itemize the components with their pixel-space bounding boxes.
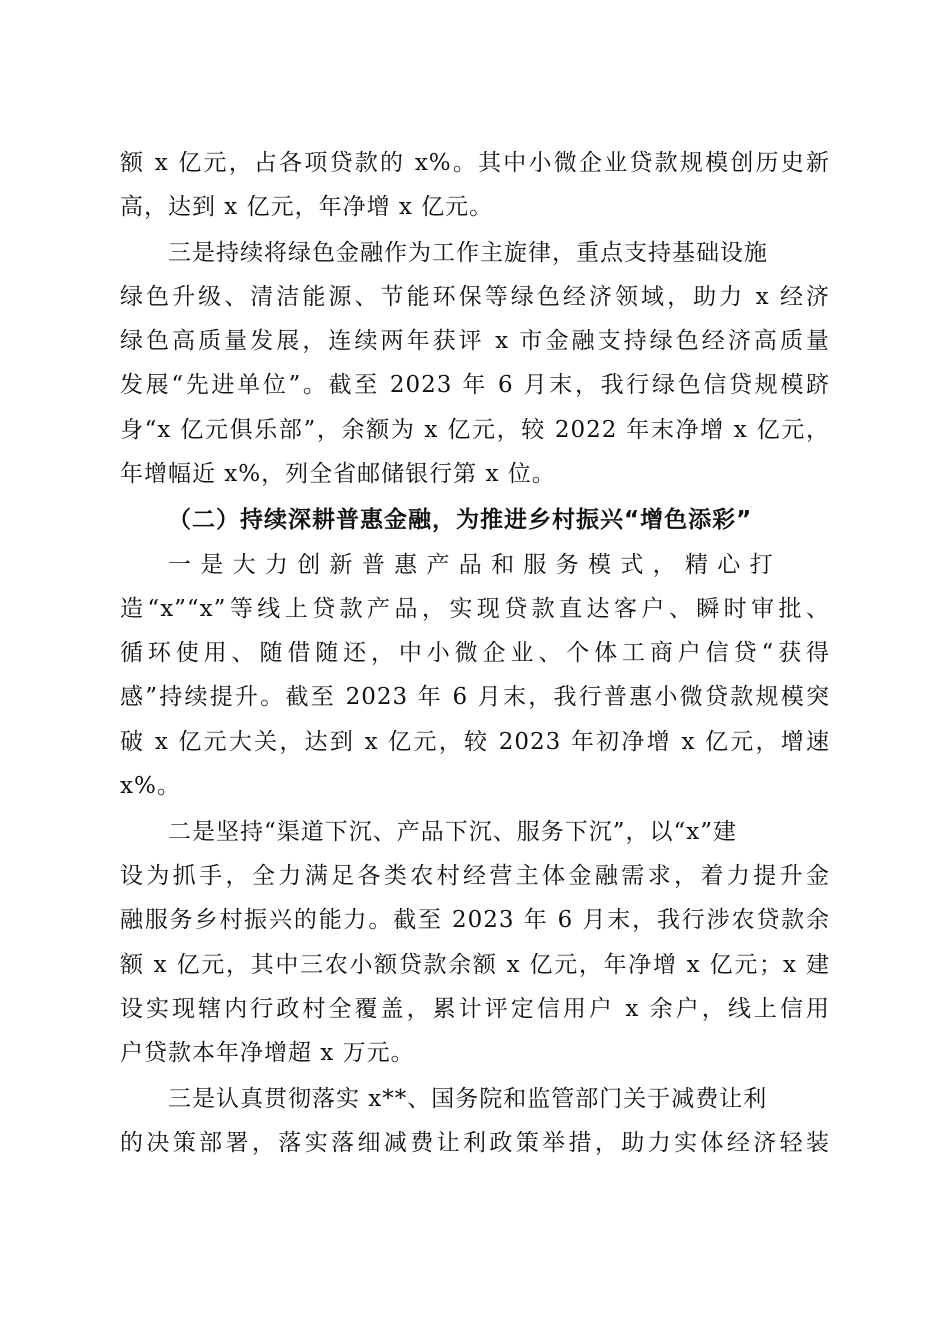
text-line: 年增幅近 x%，列全省邮储银行第 x 位。: [120, 461, 556, 487]
text-line: 循环使用、随借随还，中小微企业、个体工商户信贷“获得: [120, 640, 830, 666]
paragraph-start-line: 三是认真贯彻落实 x**、国务院和监管部门关于减费让利: [168, 1086, 768, 1112]
text-line: 设实现辖内行政村全覆盖，累计评定信用户 x 余户，线上信用: [120, 996, 830, 1022]
text-line: 感”持续提升。截至 2023 年 6 月末，我行普惠小微贷款规模突: [120, 684, 830, 710]
text-line: 融服务乡村振兴的能力。截至 2023 年 6 月末，我行涉农贷款余: [120, 907, 830, 933]
text-line: 绿色高质量发展，连续两年获评 x 市金融支持绿色经济高质量: [120, 328, 830, 354]
text-line: 发展“先进单位”。截至 2023 年 6 月末，我行绿色信贷规模跻: [120, 372, 830, 398]
text-line: 额 x 亿元，占各项贷款的 x%。其中小微企业贷款规模创历史新: [120, 150, 830, 176]
text-line: 额 x 亿元，其中三农小额贷款余额 x 亿元，年净增 x 亿元；x 建: [120, 952, 830, 978]
text-line: 设为抓手，全力满足各类农村经营主体金融需求，着力提升金: [120, 863, 830, 889]
text-line: 高，达到 x 亿元，年净增 x 亿元。: [120, 194, 494, 220]
text-line: 户贷款本年净增超 x 万元。: [120, 1040, 415, 1066]
text-line: x%。: [120, 773, 181, 799]
text-line: 造“x”“x”等线上贷款产品，实现贷款直达客户、瞬时审批、: [120, 596, 830, 622]
text-line: 的决策部署，落实落细减费让利政策举措，助力实体经济轻装: [120, 1130, 830, 1156]
text-line: 绿色升级、清洁能源、节能环保等绿色经济领域，助力 x 经济: [120, 284, 830, 310]
paragraph-start-line: 二是坚持“渠道下沉、产品下沉、服务下沉”，以“x”建: [168, 819, 738, 845]
text-line: 身“x 亿元俱乐部”，余额为 x 亿元，较 2022 年末净增 x 亿元，: [120, 417, 830, 443]
paragraph-start-line: 一 是 大 力 创 新 普 惠 产 品 和 服 务 模 式 ， 精 心 打: [168, 552, 774, 578]
text-line: 破 x 亿元大关，达到 x 亿元，较 2023 年初净增 x 亿元，增速: [120, 729, 830, 755]
section-heading: （二）持续深耕普惠金融，为推进乡村振兴“增色添彩”: [168, 507, 753, 533]
paragraph-start-line: 三是持续将绿色金融作为工作主旋律，重点支持基础设施: [168, 240, 768, 266]
